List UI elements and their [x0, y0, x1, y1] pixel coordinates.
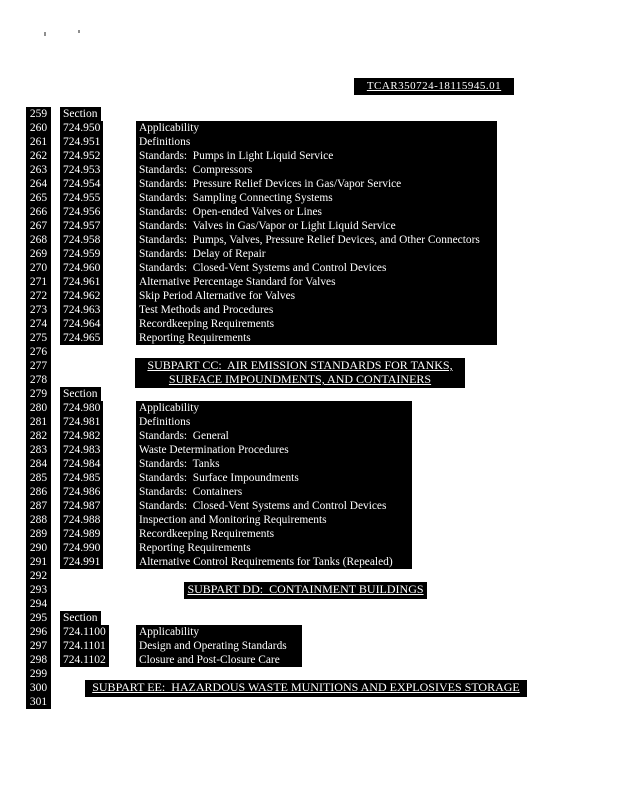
line-number: 285 — [26, 471, 51, 485]
subpart-heading — [184, 582, 427, 599]
entry-title: Reporting Requirements — [139, 332, 251, 344]
entry-title: Standards: Open-ended Valves or Lines — [139, 206, 322, 218]
section-number: 724.989 — [60, 527, 103, 541]
entry-title: Definitions — [139, 136, 191, 148]
entry-title: Standards: Pumps, Valves, Pressure Relief Devices, and Other Connectors — [139, 234, 480, 246]
section-number: 724.957 — [60, 219, 103, 233]
entry-title: Closure and Post-Closure Care — [139, 654, 280, 666]
entry-title: Standards: Compressors — [139, 164, 253, 176]
toc-row — [0, 611, 618, 625]
toc-row — [0, 107, 618, 121]
section-number: 724.981 — [60, 415, 103, 429]
entry-title: Definitions — [139, 416, 191, 428]
line-number: 273 — [26, 303, 51, 317]
toc-row — [0, 597, 618, 611]
toc-row — [0, 625, 618, 639]
line-number: 271 — [26, 275, 51, 289]
section-number: 724.962 — [60, 289, 103, 303]
section-number: 724.965 — [60, 331, 103, 345]
toc-row — [0, 555, 618, 569]
line-number: 278 — [26, 373, 51, 387]
toc-row — [0, 331, 618, 345]
line-number: 298 — [26, 653, 51, 667]
section-number: 724.953 — [60, 163, 103, 177]
section-number: 724.987 — [60, 499, 103, 513]
section-number: 724.951 — [60, 135, 103, 149]
line-number: 280 — [26, 401, 51, 415]
entry-title: Standards: Closed-Vent Systems and Control Devices — [139, 262, 387, 274]
line-number: 259 — [26, 107, 51, 121]
line-number: 270 — [26, 261, 51, 275]
toc-row — [0, 219, 618, 233]
line-number: 260 — [26, 121, 51, 135]
section-number: 724.986 — [60, 485, 103, 499]
line-number: 294 — [26, 597, 51, 611]
toc-row — [0, 667, 618, 681]
toc-row — [0, 135, 618, 149]
toc-row — [0, 205, 618, 219]
entry-title: Alternative Percentage Standard for Valves — [139, 276, 336, 288]
toc-row — [0, 345, 618, 359]
section-number: 724.964 — [60, 317, 103, 331]
line-number: 292 — [26, 569, 51, 583]
toc-row — [0, 261, 618, 275]
line-number: 286 — [26, 485, 51, 499]
subpart-heading-line: SURFACE IMPOUNDMENTS, AND CONTAINERS — [168, 372, 432, 386]
toc-row — [0, 541, 618, 555]
section-number: 724.959 — [60, 247, 103, 261]
entry-title: Applicability — [139, 626, 200, 638]
toc-row — [0, 695, 618, 709]
entry-title: Standards: Pumps in Light Liquid Service — [139, 150, 334, 162]
section-number: 724.955 — [60, 191, 103, 205]
toc-row — [0, 317, 618, 331]
section-number: Section — [60, 611, 101, 625]
line-number: 288 — [26, 513, 51, 527]
toc-row — [0, 513, 618, 527]
section-number: 724.960 — [60, 261, 103, 275]
section-number: 724.961 — [60, 275, 103, 289]
entry-title: Recordkeeping Requirements — [139, 528, 275, 540]
line-number: 287 — [26, 499, 51, 513]
line-number: 290 — [26, 541, 51, 555]
entry-title: Standards: Containers — [139, 486, 243, 498]
toc-row — [0, 303, 618, 317]
line-number: 266 — [26, 205, 51, 219]
entry-title: Waste Determination Procedures — [139, 444, 289, 456]
entry-title: Standards: Sampling Connecting Systems — [139, 192, 333, 204]
subpart-heading — [85, 680, 527, 697]
entry-title: Standards: Delay of Repair — [139, 248, 266, 260]
entry-title: Standards: Closed-Vent Systems and Control Devices — [139, 500, 387, 512]
section-number: 724.988 — [60, 513, 103, 527]
section-number: 724.954 — [60, 177, 103, 191]
toc-row — [0, 121, 618, 135]
line-number: 275 — [26, 331, 51, 345]
scan-speck — [44, 32, 46, 36]
section-number: 724.963 — [60, 303, 103, 317]
entry-title: Skip Period Alternative for Valves — [139, 290, 296, 302]
line-number: 291 — [26, 555, 51, 569]
toc-row — [0, 527, 618, 541]
entry-title: Test Methods and Procedures — [139, 304, 274, 316]
toc-row — [0, 499, 618, 513]
entry-title: Standards: Surface Impoundments — [139, 472, 299, 484]
toc-row — [0, 191, 618, 205]
toc-row — [0, 639, 618, 653]
line-number: 289 — [26, 527, 51, 541]
entry-title: Applicability — [139, 122, 200, 134]
toc-row — [0, 289, 618, 303]
section-number: 724.952 — [60, 149, 103, 163]
entry-title: Standards: Valves in Gas/Vapor or Light Liquid Service — [139, 220, 396, 232]
toc-row — [0, 415, 618, 429]
line-number: 274 — [26, 317, 51, 331]
entry-title: Standards: Tanks — [139, 458, 220, 470]
toc-row — [0, 443, 618, 457]
line-number: 263 — [26, 163, 51, 177]
section-number: Section — [60, 387, 101, 401]
doc-id-stamp: TCAR350724-18115945.01 — [354, 78, 514, 95]
toc-row — [0, 275, 618, 289]
toc-row — [0, 429, 618, 443]
toc-row — [0, 177, 618, 191]
section-number: 724.984 — [60, 457, 103, 471]
toc-row — [0, 233, 618, 247]
entry-title: Standards: General — [139, 430, 229, 442]
line-number: 295 — [26, 611, 51, 625]
section-number: 724.950 — [60, 121, 103, 135]
section-number: 724.980 — [60, 401, 103, 415]
line-number: 267 — [26, 219, 51, 233]
section-number: 724.983 — [60, 443, 103, 457]
entry-title: Recordkeeping Requirements — [139, 318, 275, 330]
line-number: 281 — [26, 415, 51, 429]
subpart-heading-line: SUBPART DD: CONTAINMENT BUILDINGS — [187, 582, 424, 596]
subpart-heading-line: SUBPART EE: HAZARDOUS WASTE MUNITIONS AND EXPLOSIVES STORAGE — [92, 680, 520, 694]
section-number: 724.956 — [60, 205, 103, 219]
toc-row — [0, 471, 618, 485]
line-number: 296 — [26, 625, 51, 639]
line-number: 277 — [26, 359, 51, 373]
line-number: 300 — [26, 681, 51, 695]
entry-title: Standards: Pressure Relief Devices in Gas/Vapor Service — [139, 178, 402, 190]
line-number: 282 — [26, 429, 51, 443]
line-number: 268 — [26, 233, 51, 247]
line-number: 299 — [26, 667, 51, 681]
subpart-heading — [135, 358, 465, 388]
line-number: 265 — [26, 191, 51, 205]
subpart-heading-line: SUBPART CC: AIR EMISSION STANDARDS FOR TANKS, — [147, 358, 453, 372]
toc-row — [0, 401, 618, 415]
section-number: 724.982 — [60, 429, 103, 443]
section-number: 724.958 — [60, 233, 103, 247]
entry-title: Design and Operating Standards — [139, 640, 287, 652]
line-number: 283 — [26, 443, 51, 457]
line-number: 262 — [26, 149, 51, 163]
line-number: 269 — [26, 247, 51, 261]
line-number: 297 — [26, 639, 51, 653]
section-number: 724.1102 — [60, 653, 109, 667]
section-number: 724.1100 — [60, 625, 109, 639]
line-number: 276 — [26, 345, 51, 359]
entry-title: Inspection and Monitoring Requirements — [139, 514, 327, 526]
line-number: 272 — [26, 289, 51, 303]
section-number: 724.985 — [60, 471, 103, 485]
toc-row — [0, 569, 618, 583]
line-number: 284 — [26, 457, 51, 471]
toc-row — [0, 653, 618, 667]
toc-row — [0, 247, 618, 261]
line-number: 301 — [26, 695, 51, 709]
section-number: 724.991 — [60, 555, 103, 569]
line-number: 261 — [26, 135, 51, 149]
entry-title: Applicability — [139, 402, 200, 414]
line-number: 279 — [26, 387, 51, 401]
scan-speck — [78, 30, 80, 33]
line-number: 293 — [26, 583, 51, 597]
entry-title: Reporting Requirements — [139, 542, 251, 554]
section-number: 724.990 — [60, 541, 103, 555]
toc-row — [0, 485, 618, 499]
section-number: Section — [60, 107, 101, 121]
toc-row — [0, 163, 618, 177]
section-number: 724.1101 — [60, 639, 109, 653]
entry-title: Alternative Control Requirements for Tanks (Repealed) — [139, 556, 393, 568]
line-number: 264 — [26, 177, 51, 191]
toc-row — [0, 457, 618, 471]
toc-row — [0, 387, 618, 401]
toc-row — [0, 149, 618, 163]
